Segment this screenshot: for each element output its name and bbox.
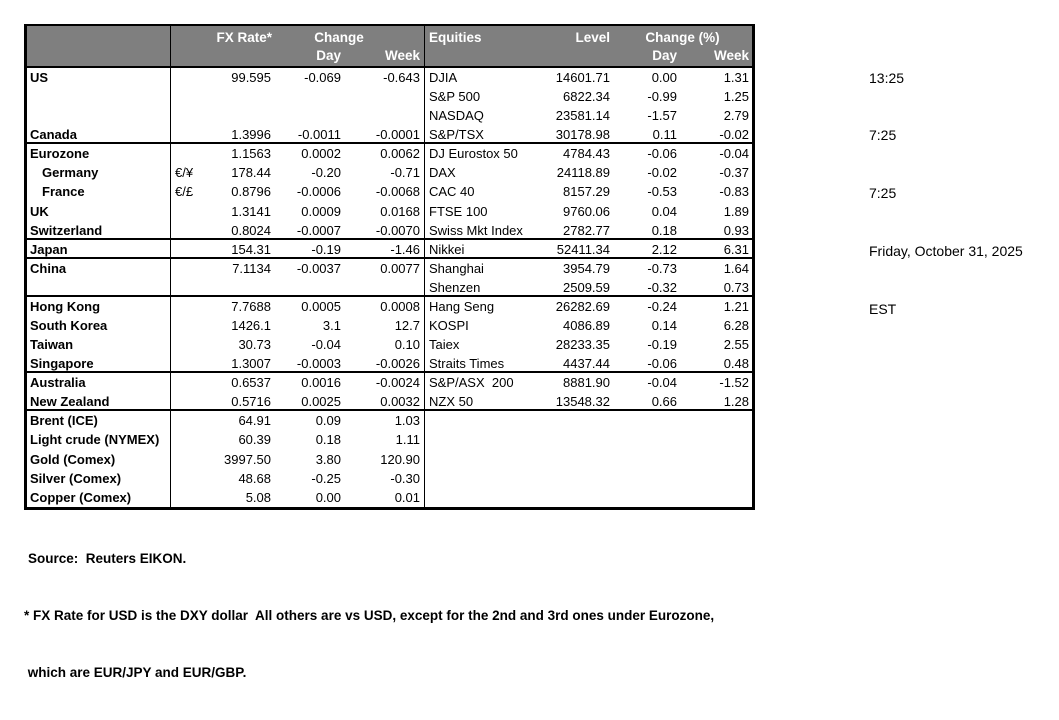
cell-equity-name bbox=[424, 488, 541, 507]
cell-equity-name: DJIA bbox=[424, 68, 541, 87]
cell-fx-change-week: -0.30 bbox=[390, 470, 420, 486]
cell-fx-rate bbox=[204, 87, 274, 106]
cell-equity-change-week: 1.28 bbox=[723, 394, 749, 410]
cell-fx-change-day: 0.00 bbox=[315, 489, 341, 505]
cell-equity-change-day: 0.11 bbox=[652, 127, 677, 143]
cell-fx-symbol bbox=[171, 488, 204, 507]
cell-fx-symbol bbox=[171, 240, 204, 257]
cell-equity-change-day: -0.73 bbox=[647, 260, 677, 276]
cell-equity-change-week: 1.21 bbox=[723, 298, 749, 314]
cell-fx-symbol bbox=[171, 373, 204, 392]
cell-fx-change-week: -0.0024 bbox=[375, 375, 420, 391]
table-row bbox=[27, 316, 752, 335]
table-row bbox=[27, 163, 752, 182]
cell-equity-level: 8157.29 bbox=[563, 184, 610, 200]
cell-equity-change-week: -1.52 bbox=[719, 375, 749, 391]
cell-fx-symbol bbox=[171, 297, 204, 316]
cell-country: Japan bbox=[27, 240, 171, 257]
cell-equity-change-week: 1.25 bbox=[723, 89, 749, 105]
cell-equity-level: 8881.90 bbox=[563, 375, 610, 391]
cell-fx-change-week: 0.0008 bbox=[380, 298, 420, 314]
cell-fx-symbol bbox=[171, 278, 204, 295]
table-row bbox=[27, 373, 752, 392]
cell-fx-rate: 48.68 bbox=[238, 470, 271, 486]
cell-fx-change-day: 0.0002 bbox=[301, 146, 341, 162]
cell-equity-change-day: -0.06 bbox=[647, 356, 677, 372]
timezone-line: EST bbox=[869, 301, 897, 318]
cell-country bbox=[27, 278, 171, 295]
source-note: Source: Reuters EIKON. bbox=[28, 551, 187, 566]
cell-equity-change-day bbox=[613, 450, 681, 469]
cell-fx-change-day: 0.0016 bbox=[301, 375, 341, 391]
table-row bbox=[27, 144, 752, 163]
cell-equity-name: Shenzen bbox=[424, 278, 541, 295]
cell-equity-level bbox=[541, 488, 613, 507]
date-line: Friday, October 31, 2025 bbox=[869, 243, 1023, 260]
cell-equity-change-day: 0.14 bbox=[651, 318, 677, 334]
cell-equity-change-day: 0.18 bbox=[651, 222, 677, 238]
cell-fx-rate: 60.39 bbox=[238, 432, 271, 448]
cell-fx-change-day: -0.0011 bbox=[297, 127, 341, 143]
cell-fx-symbol bbox=[171, 469, 204, 488]
timestamp-panel bbox=[869, 30, 1023, 358]
cell-fx-change-day: -0.20 bbox=[311, 165, 341, 181]
cell-equity-change-week: -0.02 bbox=[719, 127, 749, 143]
cell-country: Canada bbox=[27, 125, 171, 142]
cell-country: Australia bbox=[27, 373, 171, 392]
time-line: 7:25 bbox=[869, 185, 897, 202]
cell-equity-change-day: -0.19 bbox=[647, 337, 677, 353]
cell-fx-change-day: 3.1 bbox=[322, 318, 341, 334]
footnotes bbox=[24, 511, 714, 720]
cell-fx-rate: 99.595 bbox=[231, 70, 271, 85]
cell-equity-change-week: -0.37 bbox=[719, 165, 749, 181]
cell-equity-change-week: 0.93 bbox=[723, 222, 749, 238]
cell-equity-change-day: -0.02 bbox=[647, 165, 677, 181]
cell-equity-level: 14601.71 bbox=[555, 70, 610, 85]
cell-fx-rate: 64.91 bbox=[238, 413, 271, 429]
cell-equity-change-day: 0.66 bbox=[651, 394, 677, 410]
cell-fx-symbol bbox=[171, 411, 204, 430]
cell-fx-symbol bbox=[171, 68, 204, 87]
cell-equity-level: 3954.79 bbox=[563, 260, 610, 276]
cell-fx-rate: 30.73 bbox=[238, 337, 271, 353]
cell-fx-change-week bbox=[344, 87, 424, 106]
cell-equity-change-week: 1.31 bbox=[723, 70, 749, 85]
cell-fx-change-week: -0.0068 bbox=[375, 184, 420, 200]
cell-fx-rate: 0.8796 bbox=[231, 184, 271, 200]
cell-equity-change-week: 2.55 bbox=[723, 337, 749, 353]
cell-fx-rate: 1426.1 bbox=[231, 318, 271, 334]
cell-fx-change-day bbox=[274, 106, 344, 125]
cell-fx-symbol bbox=[171, 202, 204, 221]
cell-equity-level: 4086.89 bbox=[563, 318, 610, 334]
header-fx-change: Change bbox=[314, 30, 364, 45]
table-row bbox=[27, 488, 752, 507]
cell-equity-change-week: 2.79 bbox=[723, 108, 749, 124]
cell-equity-change-day bbox=[613, 430, 681, 449]
table-row bbox=[27, 335, 752, 354]
cell-fx-change-day: 3.80 bbox=[315, 451, 341, 467]
cell-equity-change-day bbox=[613, 488, 681, 507]
table-row bbox=[27, 240, 752, 259]
cell-equity-name: Taiex bbox=[424, 335, 541, 354]
cell-fx-change-day: -0.25 bbox=[311, 470, 341, 486]
cell-fx-rate: 178.44 bbox=[231, 165, 271, 181]
cell-equity-change-week: 1.64 bbox=[723, 260, 749, 276]
cell-country: Light crude (NYMEX) bbox=[27, 430, 171, 449]
header-level: Level bbox=[575, 30, 610, 45]
fx-rate-note-line-2: which are EUR/JPY and EUR/GBP. bbox=[24, 665, 247, 680]
cell-equity-level: 9760.06 bbox=[563, 203, 610, 219]
cell-fx-change-week: 0.0032 bbox=[380, 394, 420, 410]
table-row bbox=[27, 411, 752, 430]
cell-equity-change-week bbox=[681, 411, 752, 430]
cell-equity-name: Straits Times bbox=[424, 354, 541, 371]
cell-fx-rate: 0.8024 bbox=[231, 222, 271, 238]
cell-fx-change-week: -0.0026 bbox=[375, 356, 420, 372]
cell-equity-level: 2509.59 bbox=[563, 279, 610, 295]
table-row bbox=[27, 182, 752, 201]
cell-fx-rate bbox=[204, 106, 274, 125]
cell-equity-name: Hang Seng bbox=[424, 297, 541, 316]
cell-equity-name: CAC 40 bbox=[424, 182, 541, 201]
cell-equity-name: DAX bbox=[424, 163, 541, 182]
cell-fx-symbol bbox=[171, 316, 204, 335]
cell-country: Copper (Comex) bbox=[27, 488, 171, 507]
cell-equity-level bbox=[541, 430, 613, 449]
cell-fx-symbol bbox=[171, 144, 204, 163]
cell-fx-change-day: 0.0025 bbox=[301, 394, 341, 410]
cell-fx-change-week: -0.71 bbox=[390, 165, 420, 181]
cell-equity-change-day: -0.04 bbox=[647, 375, 677, 391]
cell-country: Hong Kong bbox=[27, 297, 171, 316]
cell-fx-change-week bbox=[344, 106, 424, 125]
header-blank-cell bbox=[171, 47, 274, 66]
header-blank-cell bbox=[27, 47, 171, 66]
cell-fx-change-week: 0.0168 bbox=[380, 203, 420, 219]
cell-equity-level bbox=[541, 469, 613, 488]
cell-equity-level: 23581.14 bbox=[555, 108, 610, 124]
cell-equity-name bbox=[424, 430, 541, 449]
cell-country: Taiwan bbox=[27, 335, 171, 354]
header-blank-cell bbox=[541, 47, 613, 66]
cell-equity-level: 30178.98 bbox=[555, 127, 610, 143]
cell-equity-name bbox=[424, 450, 541, 469]
cell-fx-rate: 1.3007 bbox=[231, 356, 271, 372]
time-line: 7:25 bbox=[869, 127, 897, 144]
cell-fx-change-day: -0.0003 bbox=[296, 356, 341, 372]
cell-equity-change-day: -0.32 bbox=[647, 279, 677, 295]
cell-fx-change-week: -0.0001 bbox=[375, 127, 420, 143]
cell-country: Gold (Comex) bbox=[27, 450, 171, 469]
table-row bbox=[27, 106, 752, 125]
cell-equity-level: 6822.34 bbox=[563, 89, 610, 105]
cell-fx-change-day: 0.09 bbox=[315, 413, 341, 429]
cell-country: France bbox=[27, 182, 171, 201]
cell-country bbox=[27, 87, 171, 106]
cell-fx-symbol bbox=[171, 125, 204, 142]
header-fx-rate: FX Rate* bbox=[216, 30, 272, 45]
cell-fx-change-day bbox=[274, 278, 344, 295]
cell-fx-change-week: -0.643 bbox=[383, 70, 420, 85]
cell-equity-change-week bbox=[681, 469, 752, 488]
cell-fx-symbol bbox=[171, 354, 204, 371]
cell-equity-change-week: 0.48 bbox=[723, 356, 749, 372]
cell-fx-rate: 7.7688 bbox=[231, 298, 271, 314]
time-line: 13:25 bbox=[869, 69, 905, 86]
cell-equity-change-day: 2.12 bbox=[651, 241, 677, 257]
cell-fx-change-week: 0.10 bbox=[394, 337, 420, 353]
cell-country: Silver (Comex) bbox=[27, 469, 171, 488]
cell-fx-change-day: 0.18 bbox=[315, 432, 341, 448]
table-header bbox=[27, 26, 752, 68]
cell-equity-level: 26282.69 bbox=[555, 298, 610, 314]
cell-fx-rate bbox=[204, 278, 274, 295]
cell-fx-change-week: 0.0062 bbox=[380, 146, 420, 162]
cell-fx-symbol bbox=[171, 392, 204, 409]
header-eq-day: Day bbox=[652, 48, 677, 63]
fx-rate-note-line-1: * FX Rate for USD is the DXY dollar All others are vs USD, except for the 2nd and 3rd ones under Eurozone, bbox=[24, 608, 715, 623]
table-row bbox=[27, 259, 752, 278]
cell-fx-symbol: €/£ bbox=[175, 184, 194, 200]
table-row bbox=[27, 68, 752, 87]
cell-equity-change-week: 1.89 bbox=[723, 203, 749, 219]
cell-fx-symbol: €/¥ bbox=[175, 165, 194, 181]
cell-equity-name: S&P/ASX 200 bbox=[424, 373, 541, 392]
table-row bbox=[27, 87, 752, 106]
cell-fx-symbol bbox=[171, 335, 204, 354]
cell-fx-rate: 3997.50 bbox=[224, 451, 271, 467]
table-header-row-1 bbox=[27, 26, 752, 47]
cell-equity-change-day: -0.53 bbox=[647, 184, 677, 200]
cell-fx-rate: 1.1563 bbox=[231, 146, 271, 162]
cell-fx-change-day bbox=[274, 87, 344, 106]
table-body bbox=[27, 68, 752, 507]
cell-equity-level: 28233.35 bbox=[555, 337, 610, 353]
cell-equity-level: 52411.34 bbox=[556, 241, 610, 257]
cell-fx-rate: 7.1134 bbox=[232, 260, 271, 276]
cell-equity-name: KOSPI bbox=[424, 316, 541, 335]
cell-equity-level: 24118.89 bbox=[556, 165, 610, 181]
cell-fx-change-day: -0.19 bbox=[311, 241, 341, 257]
table-row bbox=[27, 450, 752, 469]
header-eq-week: Week bbox=[713, 48, 749, 63]
cell-country: New Zealand bbox=[27, 392, 171, 409]
table-row bbox=[27, 125, 752, 144]
table-row bbox=[27, 430, 752, 449]
cell-fx-change-day: -0.0006 bbox=[296, 184, 341, 200]
cell-equity-change-week: 6.28 bbox=[723, 318, 749, 334]
cell-equity-change-day bbox=[613, 411, 681, 430]
cell-fx-change-week bbox=[344, 278, 424, 295]
cell-equity-level: 4784.43 bbox=[563, 146, 610, 162]
cell-fx-rate: 5.08 bbox=[245, 489, 271, 505]
cell-equity-change-day: -0.24 bbox=[647, 298, 677, 314]
cell-equity-name: DJ Eurostox 50 bbox=[424, 144, 541, 163]
cell-country: Switzerland bbox=[27, 221, 171, 238]
cell-fx-change-week: 0.01 bbox=[394, 489, 420, 505]
table-row bbox=[27, 354, 752, 373]
cell-equity-change-day bbox=[613, 469, 681, 488]
cell-fx-change-week: 1.03 bbox=[394, 413, 420, 429]
cell-fx-change-week: 12.7 bbox=[394, 318, 420, 334]
cell-equity-change-week bbox=[681, 488, 752, 507]
cell-fx-change-day: -0.0007 bbox=[296, 222, 341, 238]
cell-equity-name: NASDAQ bbox=[424, 106, 541, 125]
cell-equity-level bbox=[541, 450, 613, 469]
table-row bbox=[27, 202, 752, 221]
cell-equity-change-day: -1.57 bbox=[647, 108, 677, 124]
header-fx-day: Day bbox=[316, 48, 341, 63]
cell-equity-name: FTSE 100 bbox=[424, 202, 541, 221]
cell-equity-name bbox=[424, 469, 541, 488]
cell-fx-rate: 1.3996 bbox=[231, 127, 271, 143]
cell-fx-change-week: 0.0077 bbox=[380, 260, 420, 276]
cell-equity-name: Shanghai bbox=[424, 259, 541, 278]
cell-fx-change-day: -0.04 bbox=[311, 337, 341, 353]
cell-equity-change-day: -0.06 bbox=[647, 146, 677, 162]
cell-equity-change-day: 0.04 bbox=[651, 203, 677, 219]
cell-fx-change-day: -0.0037 bbox=[296, 260, 341, 276]
cell-equity-change-week: 6.31 bbox=[723, 241, 749, 257]
cell-fx-symbol bbox=[171, 221, 204, 238]
header-change-pct: Change (%) bbox=[645, 30, 720, 45]
table-row bbox=[27, 221, 752, 240]
cell-fx-change-week: -0.0070 bbox=[375, 222, 420, 238]
cell-fx-rate: 0.6537 bbox=[231, 375, 271, 391]
cell-equity-name: Nikkei bbox=[424, 240, 541, 257]
cell-fx-symbol bbox=[171, 430, 204, 449]
cell-equity-change-day: 0.00 bbox=[651, 70, 677, 85]
cell-fx-symbol bbox=[171, 450, 204, 469]
cell-country: US bbox=[27, 68, 171, 87]
market-data-table bbox=[24, 24, 755, 510]
cell-equity-level: 13548.32 bbox=[555, 394, 610, 410]
cell-country: UK bbox=[27, 202, 171, 221]
header-blank-cell bbox=[27, 26, 171, 47]
cell-equity-change-week bbox=[681, 430, 752, 449]
cell-country: South Korea bbox=[27, 316, 171, 335]
cell-country: China bbox=[27, 259, 171, 278]
cell-country bbox=[27, 106, 171, 125]
cell-equity-change-week: -0.83 bbox=[719, 184, 749, 200]
cell-fx-change-week: 1.11 bbox=[395, 432, 420, 448]
table-row bbox=[27, 392, 752, 411]
cell-country: Brent (ICE) bbox=[27, 411, 171, 430]
cell-equity-change-week: -0.04 bbox=[719, 146, 749, 162]
table-row bbox=[27, 469, 752, 488]
cell-equity-name: S&P/TSX bbox=[424, 125, 541, 142]
cell-country: Singapore bbox=[27, 354, 171, 371]
table-header-row-2 bbox=[27, 47, 752, 66]
header-blank-cell bbox=[424, 47, 541, 66]
cell-fx-change-week: -1.46 bbox=[390, 241, 420, 257]
cell-equity-change-week: 0.73 bbox=[723, 279, 749, 295]
table-row bbox=[27, 278, 752, 297]
cell-equity-level: 4437.44 bbox=[563, 356, 610, 372]
cell-equity-name: Swiss Mkt Index bbox=[424, 221, 541, 238]
header-fx-week: Week bbox=[384, 48, 420, 63]
cell-equity-name: S&P 500 bbox=[424, 87, 541, 106]
cell-fx-change-day: -0.069 bbox=[304, 70, 341, 85]
cell-fx-change-week: 120.90 bbox=[380, 451, 420, 467]
cell-fx-symbol bbox=[171, 87, 204, 106]
cell-equity-name: NZX 50 bbox=[424, 392, 541, 409]
cell-equity-change-week bbox=[681, 450, 752, 469]
cell-fx-rate: 154.31 bbox=[231, 241, 271, 257]
cell-fx-change-day: 0.0005 bbox=[301, 298, 341, 314]
table-row bbox=[27, 297, 752, 316]
cell-country: Germany bbox=[27, 163, 171, 182]
cell-fx-rate: 0.5716 bbox=[231, 394, 271, 410]
cell-equity-name bbox=[424, 411, 541, 430]
cell-country: Eurozone bbox=[27, 144, 171, 163]
cell-equity-level: 2782.77 bbox=[563, 222, 610, 238]
cell-fx-rate: 1.3141 bbox=[231, 203, 271, 219]
header-equities: Equities bbox=[424, 26, 541, 47]
cell-fx-change-day: 0.0009 bbox=[301, 203, 341, 219]
cell-equity-change-day: -0.99 bbox=[647, 89, 677, 105]
cell-fx-symbol bbox=[171, 259, 204, 278]
cell-equity-level bbox=[541, 411, 613, 430]
cell-fx-symbol bbox=[171, 106, 204, 125]
